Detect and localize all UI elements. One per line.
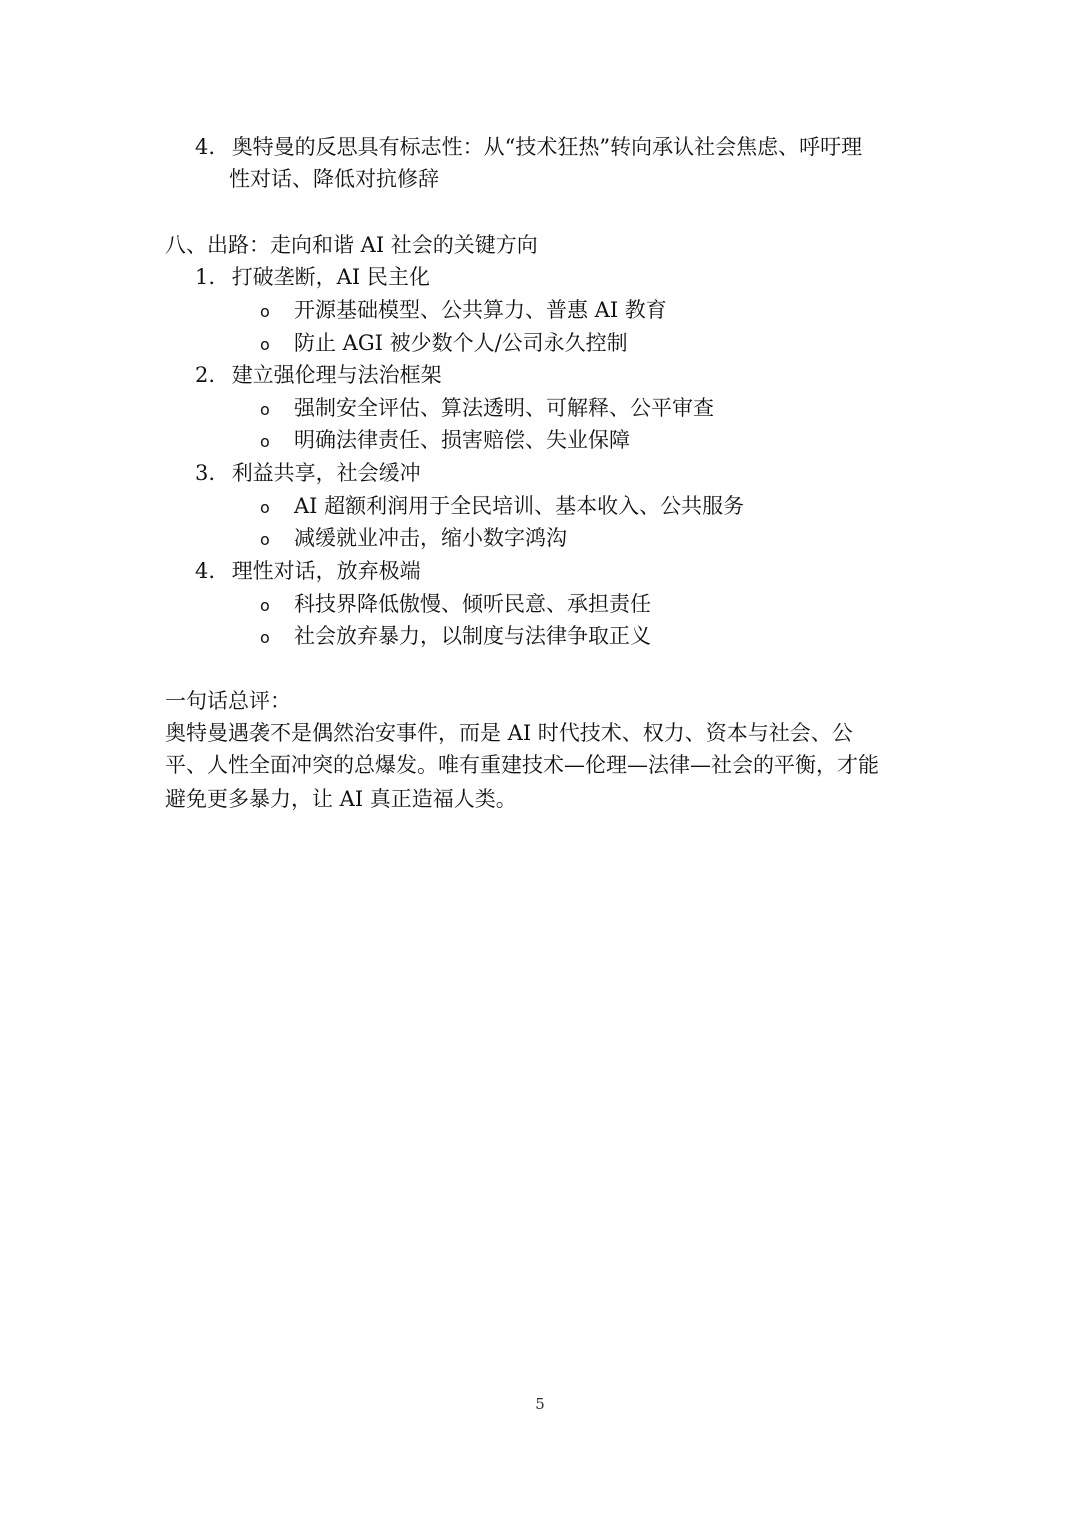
bullet-text: 科技界降低傲慢、倾听民意、承担责任	[294, 592, 651, 616]
section-heading: 八、出路：走向和谐 AI 社会的关键方向	[165, 233, 538, 257]
bullet-text: 强制安全评估、算法透明、可解释、公平审查	[294, 396, 714, 420]
bullet-icon: o	[260, 302, 270, 321]
list-item-2	[195, 359, 442, 391]
list-item-title: 理性对话，放弃极端	[231, 559, 421, 583]
bullet-icon: o	[260, 628, 270, 647]
summary-line: 避免更多暴力，让 AI 真正造福人类。	[165, 787, 517, 811]
summary-line: 平、人性全面冲突的总爆发。唯有重建技术—伦理—法律—社会的平衡，才能	[165, 753, 879, 777]
list-number: 2.	[195, 363, 216, 387]
list-number: 4.	[195, 135, 216, 159]
bullet-text: 减缓就业冲击，缩小数字鸿沟	[294, 526, 567, 550]
list-item-continuation: 性对话、降低对抗修辞	[229, 167, 439, 191]
list-number: 1.	[195, 265, 216, 289]
bullet-text: 开源基础模型、公共算力、普惠 AI 教育	[294, 298, 667, 322]
list-item-4	[195, 555, 421, 587]
page-number: 5	[535, 1395, 545, 1413]
list-item-title: 打破垄断，AI 民主化	[231, 265, 430, 289]
bullet-icon: o	[260, 498, 270, 517]
summary-line: 奥特曼遇袭不是偶然治安事件，而是 AI 时代技术、权力、资本与社会、公	[165, 721, 853, 745]
bullet-icon: o	[260, 596, 270, 615]
list-item-title: 利益共享，社会缓冲	[231, 461, 421, 485]
bullet-text: AI 超额利润用于全民培训、基本收入、公共服务	[294, 494, 745, 518]
summary-heading: 一句话总评：	[165, 689, 291, 713]
list-item-3	[195, 457, 421, 489]
list-item-text: 奥特曼的反思具有标志性：从“技术狂热”转向承认社会焦虑、呼吁理	[231, 135, 863, 159]
list-item-prev-4	[195, 131, 862, 163]
bullet-icon: o	[260, 335, 270, 354]
bullet-icon: o	[260, 400, 270, 419]
list-number: 3.	[195, 461, 216, 485]
bullet-icon: o	[260, 530, 270, 549]
bullet-text: 防止 AGI 被少数个人/公司永久控制	[294, 331, 628, 355]
list-number: 4.	[195, 559, 216, 583]
bullet-text: 社会放弃暴力，以制度与法律争取正义	[294, 624, 651, 648]
list-item-title: 建立强伦理与法治框架	[231, 363, 442, 387]
bullet-text: 明确法律责任、损害赔偿、失业保障	[294, 428, 630, 452]
list-item-1	[195, 261, 430, 293]
bullet-icon: o	[260, 432, 270, 451]
